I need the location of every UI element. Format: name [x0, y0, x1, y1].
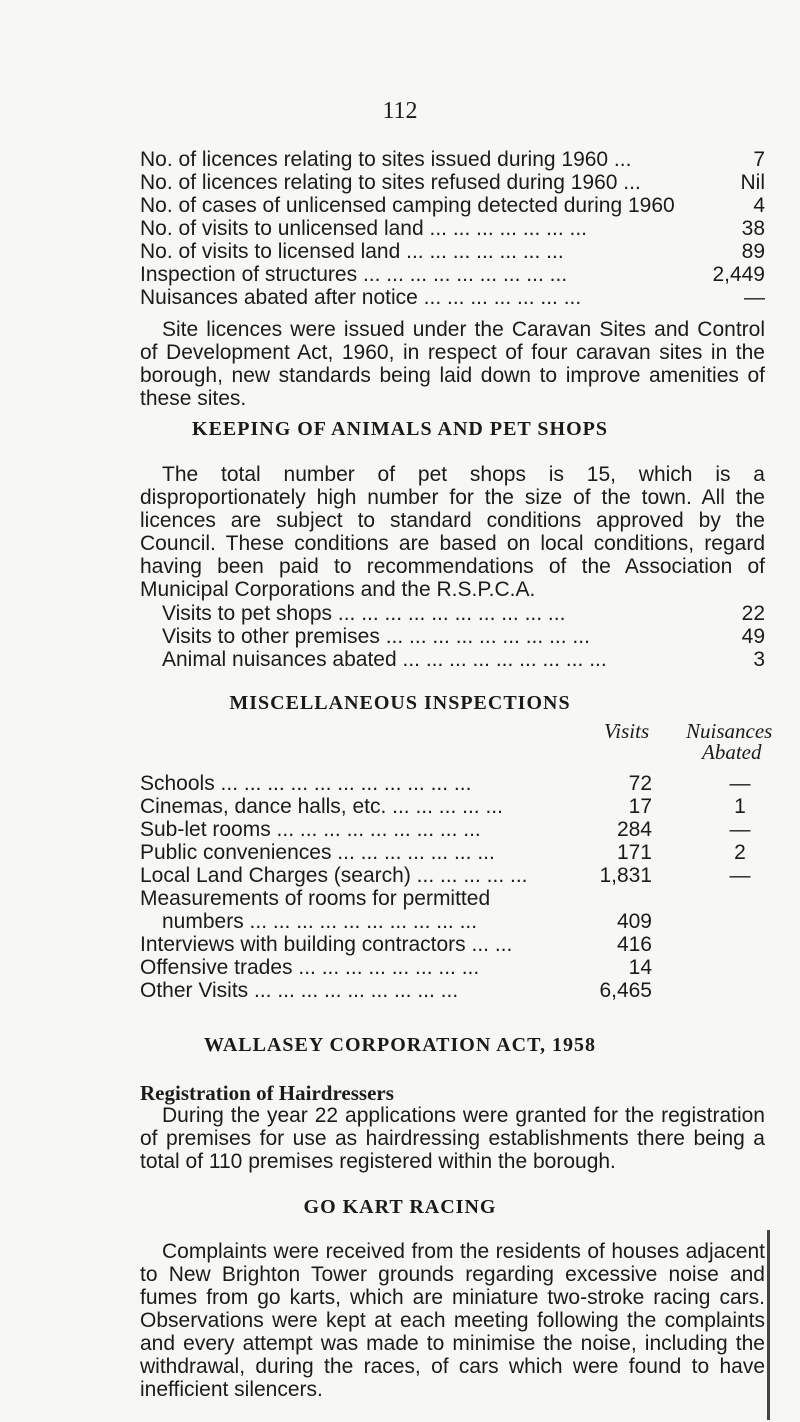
- row-label: Other Visits ... ... ... ... ... ... ... ... ...: [140, 979, 459, 1002]
- row-label: No. of visits to unlicensed land ... ... ... ... ... ... ...: [140, 217, 588, 240]
- section-heading-gokart: GO KART RACING: [303, 1196, 497, 1218]
- animals-paragraph: The total number of pet shops is 15, which is a disproportionately high number for the size of the town. All the licences are subject to standard conditions approved by the Council. These conditions are based on local conditions, regard having been paid to recommendations of the Association of Municipal Corporations and the R.S.P.C.A.: [140, 463, 765, 601]
- visits-value: 284: [616, 818, 652, 841]
- abated-value: —: [729, 864, 751, 887]
- row-value: Nil: [740, 171, 765, 194]
- row-label: Schools ... ... ... ... ... ... ... ... ... ... ...: [140, 772, 472, 795]
- row-value: 22: [741, 602, 765, 625]
- row-label: No. of licences relating to sites refused during 1960 ...: [140, 171, 641, 194]
- abated-value: —: [729, 772, 751, 795]
- visits-value: 416: [616, 933, 652, 956]
- visits-value: 6,465: [599, 979, 652, 1002]
- row-value: 4: [753, 194, 765, 217]
- list-item: [140, 284, 765, 312]
- abated-value: —: [729, 818, 751, 841]
- row-label: No. of cases of unlicensed camping detected during 1960: [140, 194, 675, 217]
- page-edge-shadow: [767, 1230, 770, 1420]
- row-label: Local Land Charges (search) ... ... ... ... ...: [140, 864, 528, 887]
- abated-value: 2: [734, 841, 746, 864]
- visits-value: 14: [628, 956, 652, 979]
- site-licences-paragraph: Site licences were issued under the Caravan Sites and Control of Development Act, 1960, in respect of four caravan sites in the borough, new standards being laid down to improve amenities of these sites.: [140, 318, 765, 410]
- row-value: —: [744, 286, 765, 309]
- row-label: No. of licences relating to sites issued during 1960 ...: [140, 148, 632, 171]
- visits-value: 72: [628, 772, 652, 795]
- row-label: Measurements of rooms for permitted: [140, 887, 491, 910]
- visits-value: 171: [616, 841, 652, 864]
- section-heading-animals: KEEPING OF ANIMALS AND PET SHOPS: [192, 418, 608, 440]
- row-label: Visits to other premises ... ... ... ... ... ... ... ... ...: [162, 625, 590, 648]
- row-value: 89: [741, 240, 765, 263]
- row-label: Interviews with building contractors ... ...: [140, 933, 513, 956]
- page-number: 112: [382, 98, 418, 124]
- hairdressers-paragraph: During the year 22 applications were granted for the registration of premises for use as hairdressing establishments there being a total of 110 premises registered within the borough.: [140, 1104, 765, 1173]
- row-label: Nuisances abated after notice ... ... ... ... ... ... ...: [140, 286, 582, 309]
- row-value: 3: [753, 648, 765, 671]
- gokart-paragraph: Complaints were received from the residents of houses adjacent to New Brighton Tower grounds regarding excessive noise and fumes from go karts, which are miniature two-stroke racing cars. Observations were kept at each meeting following the complaints and every attempt was made to minimise the noise, including the withdrawal, during the races, of cars which were found to have inefficient silencers.: [140, 1240, 765, 1401]
- subheading-hairdressers: Registration of Hairdressers: [140, 1081, 394, 1105]
- column-header-abated: Abated: [702, 740, 762, 764]
- visits-value: 409: [616, 910, 652, 933]
- row-label: Inspection of structures ... ... ... ... ... ... ... ... ...: [140, 263, 568, 286]
- row-label: Cinemas, dance halls, etc. ... ... ... ... ...: [140, 795, 503, 818]
- list-item: [140, 646, 765, 674]
- row-value: 49: [741, 625, 765, 648]
- column-header-nuisances: Nuisances: [686, 719, 773, 743]
- row-label: Offensive trades ... ... ... ... ... ... ... ...: [140, 956, 480, 979]
- column-header-visits: Visits: [604, 719, 650, 743]
- row-label: No. of visits to licensed land ... ... ... ... ... ... ...: [140, 240, 564, 263]
- table-row: [140, 977, 760, 1005]
- row-value: 38: [741, 217, 765, 240]
- section-heading-misc: MISCELLANEOUS INSPECTIONS: [229, 692, 571, 714]
- row-label: Animal nuisances abated ... ... ... ... ... ... ... ... ...: [162, 648, 607, 671]
- row-label: Visits to pet shops ... ... ... ... ... ... ... ... ... ...: [162, 602, 566, 625]
- section-heading-wallasey: WALLASEY CORPORATION ACT, 1958: [204, 1034, 596, 1056]
- visits-value: 17: [628, 795, 652, 818]
- row-value: 7: [753, 148, 765, 171]
- abated-value: 1: [734, 795, 746, 818]
- row-value: 2,449: [712, 263, 765, 286]
- row-label: numbers ... ... ... ... ... ... ... ... ... ...: [162, 910, 478, 933]
- row-label: Public conveniences ... ... ... ... ... ... ...: [140, 841, 495, 864]
- row-label: Sub-let rooms ... ... ... ... ... ... ... ... ...: [140, 818, 481, 841]
- visits-value: 1,831: [599, 864, 652, 887]
